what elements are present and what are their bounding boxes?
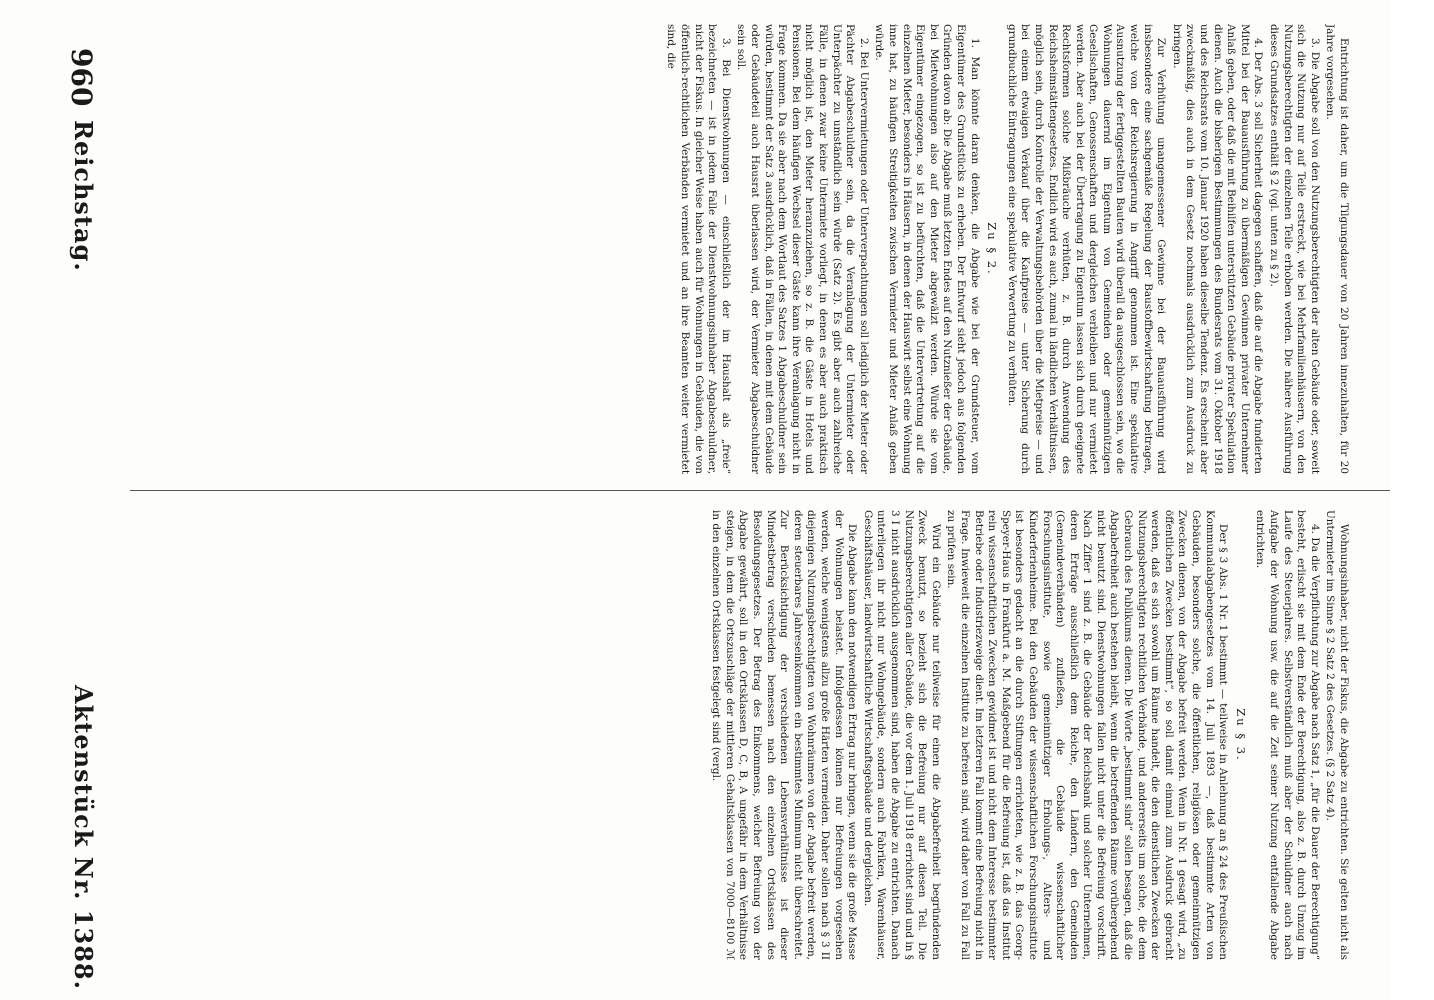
header-right: Aktenstück Nr. 1388. <box>69 685 98 990</box>
section-heading: Zu § 3. <box>1233 708 1248 762</box>
paragraph: Zur Verhütung unangemessener Gewinne bei der Bauausführung wird insbesondere eine sachgemäße Regelung der Baustoffbewirtschaftung beitragen, welche von der Reichsregierung in Angriff genommen ist. Eine spekulative Ausnutzung der fertiggestellten Bauten wird überall da ausgeschlossen sein, wo die Wohnungen dauernd im Eigentum von Gemeinden oder gemeinnützigen Gesellschaften, Genossenschaften und dergleichen verbleiben und nur vermietet werden. Aber auch bei der Übertragung zu Eigentum lassen sich durch geeignete Rechtsformen solche Mißbräuche verhüten, z. B. durch Anwendung des Reichsheimstättengesetzes. Endlich wird es auch, zumal in ländlichen Verhältnissen, möglich sein, durch Kontrolle der Verwaltungsbehörden über die Mietpreise — und bei einem etwaigen Verkauf über die Kaufpreise — unter Sicherung durch grundbuchliche Eintragungen eine spekulative Verwertung zu verhüten. <box>1005 24 1168 474</box>
page-number: 960 <box>65 48 98 107</box>
left-column <box>110 24 1350 474</box>
header-left: Reichstag. <box>69 120 98 272</box>
paragraph: 2. Bei Untervermietungen oder Unterverpachtungen soll lediglich der Mieter oder Pächter Abgabeschuldner sein, da die Veranlagung der Untermieter oder Unterpächter zu umständlich sein würde (Satz 2). Es gibt aber auch zahlreiche Fälle, in denen zwar keine Untermiete vorliegt, in denen es aber auch praktisch nicht möglich ist, den Mieter heranzuziehen, so z. B. die Gäste in Hotels und Pensionen. Bei dem häufigen Wechsel dieser Gäste kann ihre Veranlagung nicht in Frage kommen. Da sie aber nach dem Wortlaut des Satzes 1 Abgabeschuldner sein würden, bestimmt der Satz 3 ausdrücklich, daß in Fällen, in denen mit dem Gebäude oder Gebäudeteil auch Hausrat überlassen wird, der Vermieter Abgabeschuldner sein soll. <box>735 24 870 474</box>
paragraph: Entrichtung ist daher, um die Tilgungsdauer von 20 Jahren innezuhalten, für 20 Jahre vorgesehen. <box>1324 24 1350 474</box>
section-heading: Zu § 2. <box>985 222 1000 276</box>
running-header <box>58 120 98 990</box>
paragraph: Wohnungsinhaber, nicht der Fiskus, die Abgabe zu entrichten. Sie gelten nicht als Untermieter im Sinne § 2 Satz 2 des Gesetzes. (§ 2 Satz 4). <box>1324 510 1350 960</box>
paragraph: Die Abgabe kann den notwendigen Ertrag nur bringen, wenn sie die große Masse der Wohnungen belastet. Infolgedessen können nur Befreiungen vorgesehen werden, welche wenigstens allzu große Härten vermeiden. Daher sollen nach § 3 II diejenigen Nutzungsberechtigten von Wohnräumen von der Abgabe befreit werden, deren steuerbares Jahreseinkommen ein bestimmtes Minimum nicht überschreitet. Zur Berücksichtigung der verschiedenen Lebensverhältnisse ist dieser Mindestbetrag verschieden bemessen nach den einzelnen Ortsklassen des Besoldungsgesetzes. Der Betrag des Einkommens, welcher Befreiung von der Abgabe gewährt, soll in den Ortsklassen D, C, B, A ungefähr in dem Verhältnisse steigen, in dem die Ortszuschläge der mittleren Gehaltsklassen von 7000—8100 ℳ in den einzelnen Ortsklassen festgelegt sind (vergl. <box>710 510 859 960</box>
paragraph: 3. Bei Dienstwohnungen — einschließlich der im Haushalt als „freie“ bezeichneten — ist in jedem Falle der Dienstwohnungsinhaber Abgabeschuldner, nicht der Fiskus. In gleicher Weise haben auch für Wohnungen in Gebäuden, die von öffentlich-rechtlichen Verbänden vermietet und an ihre Beamten weiter vermietet sind, die <box>665 24 732 474</box>
paragraph: 4. Da die Verpflichtung zur Abgabe nach Satz 1, „für die Dauer der Berechtigung“ besteht, erlischt sie mit dem Ende der Berechtigung, also z. B. durch Umzug im Laufe des Steuerjahres. Selbstverständlich muß aber der Schuldner auch nach Aufgabe der Wohnung usw. die auf die Zeit seiner Nutzung entfallende Abgabe entrichten. <box>1254 510 1321 960</box>
column-divider <box>130 490 1390 491</box>
paragraph: Wird ein Gebäude nur teilweise für einen die Abgabefreiheit begründenden Zweck benutzt, so bezieht sich die Befreiung nur auf diesen Teil. Die Nutzungsberechtigten aller Gebäude, die vor dem 1. Juli 1918 errichtet sind und in § 3 I nicht ausdrücklich ausgenommen sind, haben die Abgabe zu entrichten. Danach unterliegen ihr nicht nur Wohngebäude, sondern auch Fabriken, Warenhäuser, Geschäftshäuser, landwirtschaftliche Wirtschaftsgebäude und dergleichen. <box>861 510 942 960</box>
paragraph: Der § 3 Abs. 1 Nr. 1 bestimmt — teilweise in Anlehnung an § 24 des Preußischen Kommunalabgabengesetzes vom 14. Juli 1893 —, daß bestimmte Arten von Gebäuden, besonders solche, die öffentlichen, religiösen oder gemeinnützigen Zwecken dienen, von der Abgabe befreit werden. Wenn in Nr. 1 gesagt wird, „zu öffentlichen Zwecken bestimmt“, so soll damit einmal zum Ausdruck gebracht werden, daß es sich sowohl um Räume handelt, die den dienstlichen Zwecken der Nutzungsberechtigten rechtlichen Verbände, und andererseits um solche, die dem Gebrauch des Publikums dienen. Die Worte „bestimmt sind“ sollen besagen, daß die Abgabefreiheit auch bestehen bleibt, wenn die betreffenden Räume vorübergehend nicht benutzt sind. Dienstwohnungen fallen nicht unter die Befreiung vorschrift. Nach Ziffer 1 sind z. B. die Gebäude der Reichsbank und solcher Unternehmen, deren Erträge ausschließlich dem Reiche, den Ländern, den Gemeinden (Gemeindeverbänden) zufließen, die Gebäude wissenschaftlicher Forschungsinstitute, sowie gemeinnütziger Erholungs-, Alters- und Kinderferienheime. Bei den Gebäuden der wissenschaftlichen Forschungsinstitute ist besonders gedacht an die durch Stiftungen errichteten, wie z. B. das Georg-Speyer-Haus in Frankfurt a. M. Maßgebend für die Befreiung ist, daß das Institut rein wissenschaftlichen Zwecken gewidmet ist und nicht dem Interesse bestimmter Betriebe oder Industriezweige dient. Im letzteren Fall kommt eine Befreiung nicht in Frage. Inwieweit die einzelnen Institute zu befreien sind, wird daher von Fall zu Fall zu prüfen sein. <box>945 510 1230 960</box>
paragraph: 1. Man könnte daran denken, die Abgabe wie bei der Grundsteuer, vom Eigentümer des Grundstücks zu erheben. Der Entwurf sieht jedoch aus folgenden Gründen davon ab: Die Abgabe muß letzten Endes auf den Nutznießer der Gebäude, bei Mietwohnungen also auf den Mieter abgewälzt werden. Würde sie vom Eigentümer eingezogen, so ist zu befürchten, daß die Untervertretung auf die einzelnen Mieter, besonders in Häusern, in denen der Hauswirt selbst eine Wohnung inne hat, zu häufigen Streitigkeiten zwischen Vermieter und Mieter Anlaß geben würde. <box>873 24 981 474</box>
paragraph: 4. Der Abs. 3 soll Sicherheit dagegen schaffen, daß die auf die Abgabe fundierten Mittel bei der Bauausführung zu übermäßigen Gewinnen privater Unternehmer Anlaß geben, oder daß die mit Beihilfen unterstützten Gebäude privater Spekulation dienen. Auch die bisherigen Bestimmungen des Bundesrats vom 31. Oktober 1918 und des Reichsrats vom 10. Januar 1920 haben dieselbe Tendenz. Es erscheint aber zweckmäßig, dies auch in dem Gesetz nochmals ausdrücklich zum Ausdruck zu bringen. <box>1170 24 1265 474</box>
right-column <box>110 510 1350 960</box>
paragraph: 3. Die Abgabe soll von den Nutzungsberechtigten der alten Gebäude oder, soweit sich die Nutzung nur auf Teile erstreckt, wie bei Mehrfamilienhäusern, von den Nutzungsberechtigten der einzelnen Teile erhoben werden. Die nähere Ausführung dieses Grundsatzes enthält § 2 (vgl. unten zu § 2). <box>1268 24 1321 474</box>
